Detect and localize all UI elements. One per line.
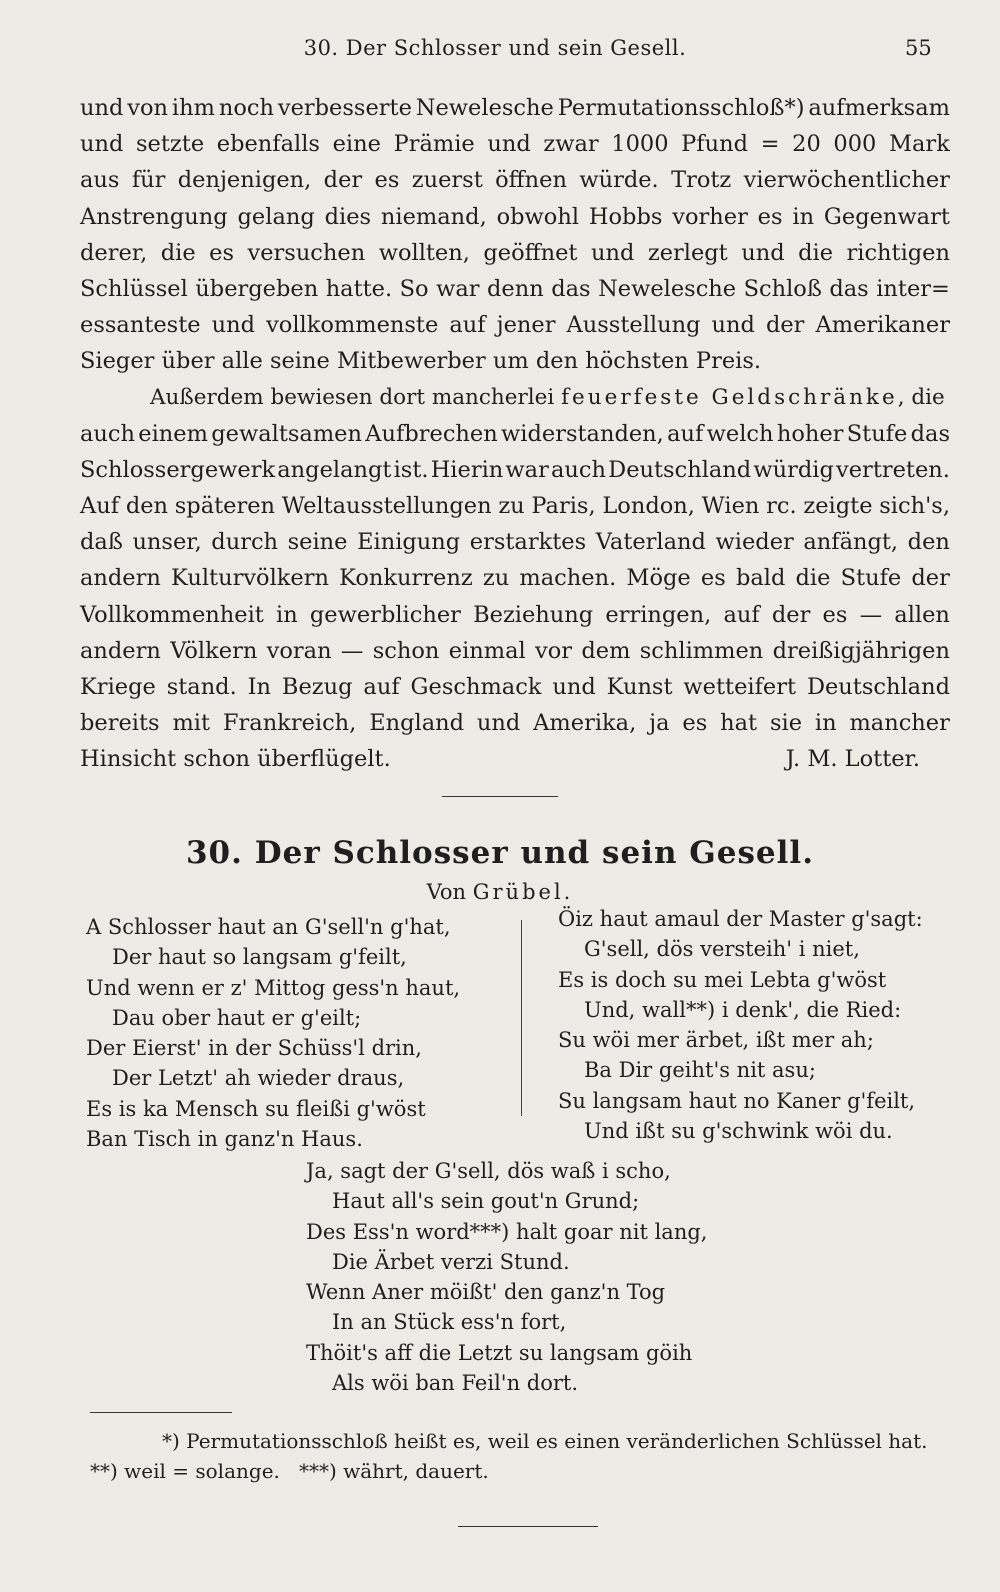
word: vertreten. <box>836 456 950 483</box>
word: Einigung <box>357 529 461 556</box>
word: es <box>209 239 234 266</box>
prose-line <box>80 741 950 777</box>
verse-line: Und wenn er z' Mittog gess'n haut, <box>86 975 461 1000</box>
word: Permutationsschloß*) <box>557 95 805 121</box>
word: und <box>80 95 124 121</box>
word: auf <box>449 312 486 339</box>
word: auch <box>551 456 607 483</box>
word: machen. <box>519 565 617 592</box>
verse-line: Öiz haut amaul der Master g'sagt: <box>558 907 923 931</box>
word: Stufe <box>840 565 902 592</box>
word: und <box>80 131 124 158</box>
word: der <box>771 601 811 628</box>
verse-line: Ban Tisch in ganz'n Haus. <box>86 1127 363 1152</box>
word: und <box>741 239 785 266</box>
word: allen <box>894 601 950 628</box>
word: Vollkommenheit <box>80 601 264 628</box>
word: vorher <box>672 203 748 230</box>
verse-line: Der Eierst' in der Schüss'l drin, <box>86 1036 422 1061</box>
emphasized-text: feuerfeste Geldschränke <box>561 384 898 410</box>
word: bereits <box>80 710 160 737</box>
prose-text <box>80 90 950 778</box>
word: 1000 <box>611 131 669 158</box>
word: zerlegt <box>647 239 728 266</box>
prose-text-run: Außerdem bewiesen dort mancherlei <box>150 384 555 410</box>
word: es <box>700 565 726 592</box>
word: Weltausstellungen <box>281 493 492 520</box>
word: und <box>476 710 521 737</box>
word: dreißigjährigen <box>772 637 950 664</box>
word: und <box>590 239 635 266</box>
word: der <box>911 565 950 592</box>
word: es <box>822 601 848 628</box>
word: es <box>374 167 400 194</box>
word: So <box>399 275 429 302</box>
section-divider <box>442 796 558 797</box>
word: auch <box>80 420 135 447</box>
word: hatte. <box>325 275 393 302</box>
word: zuerst <box>411 167 483 194</box>
prose-line <box>80 271 950 307</box>
word: und <box>211 312 256 339</box>
word: Wien <box>701 493 760 520</box>
poem-author: Grübel. <box>472 880 574 904</box>
word: die <box>795 565 831 592</box>
word: für <box>131 167 166 194</box>
word: obwohl <box>496 203 580 230</box>
word: bald <box>735 565 786 592</box>
prose-line <box>80 307 950 343</box>
word: dies <box>324 203 372 230</box>
verse-line: Haut all's sein gout'n Grund; <box>332 1189 640 1214</box>
word: in <box>814 710 837 737</box>
word: späteren <box>174 493 276 520</box>
word: dem <box>581 637 631 664</box>
word: stand. <box>166 674 237 700</box>
verse-line: Es is ka Mensch su fleißi g'wöst <box>86 1096 426 1121</box>
word: seine <box>287 529 348 556</box>
word: sie <box>769 710 803 737</box>
word: = <box>760 131 780 158</box>
word: versuchen <box>247 239 366 266</box>
verse-line: Und, wall**) i denk', die Ried: <box>584 997 902 1022</box>
word: sich's, <box>879 493 950 520</box>
word: Völkern <box>170 637 258 664</box>
poem-byline <box>0 880 1000 904</box>
word: Aufbrechen <box>365 420 498 447</box>
verse-line: Dau ober haut er g'eilt; <box>112 1005 362 1030</box>
word: Schlossergewerk <box>80 456 276 483</box>
word: die <box>798 239 834 266</box>
word: verbesserte <box>277 95 412 121</box>
poem-title: 30. Der Schlosser und sein Gesell. <box>185 835 814 871</box>
word: wieder <box>715 529 794 556</box>
word: Amerika, <box>533 710 637 737</box>
word: das <box>910 420 950 447</box>
word: ist. <box>393 456 429 483</box>
prose-text-run: Hinsicht schon überflügelt. <box>80 746 391 773</box>
verse-line: Ja, sagt der G'sell, dös waß i scho, <box>306 1159 671 1183</box>
running-head <box>0 36 1000 66</box>
word: Beziehung <box>473 601 594 628</box>
verse-line: Ba Dir geiht's nit asu; <box>584 1058 816 1083</box>
verse-line: Und ißt su g'schwink wöi du. <box>584 1119 893 1144</box>
word: Anstrengung <box>80 203 228 230</box>
word: hat <box>720 710 758 737</box>
word: Trotz <box>671 167 732 194</box>
footnote: *) Permutationsschloß heißt es, weil es einen veränderlichen Schlüssel hat. <box>162 1429 928 1453</box>
prose-text-run: , die <box>897 384 945 410</box>
verse-line: Es is doch su mei Lebta g'wöst <box>558 967 887 992</box>
word: gelang <box>237 203 315 230</box>
end-rule <box>458 1526 598 1527</box>
word: Deutschland <box>608 456 752 483</box>
word: übergeben <box>195 275 319 302</box>
word: rc. <box>766 493 797 520</box>
word: in <box>276 601 298 628</box>
word: es <box>682 710 708 737</box>
word: inter= <box>876 275 950 302</box>
word: Schlüssel <box>80 275 188 302</box>
word: jener <box>496 312 556 339</box>
word: Deutschland <box>806 674 950 700</box>
word: andern <box>80 637 161 664</box>
word: in <box>792 203 815 230</box>
prose-line <box>80 199 950 235</box>
word: angelangt <box>277 456 392 483</box>
poem-stanza-right <box>558 904 923 1146</box>
word: 000 <box>833 131 877 158</box>
word: Vaterland <box>595 529 706 556</box>
prose-line <box>80 452 950 488</box>
word: zu <box>482 565 510 592</box>
word: Konkurrenz <box>339 565 473 592</box>
word: Pfund <box>681 131 749 158</box>
word: geöffnet <box>483 239 578 266</box>
word: 20 <box>792 131 821 158</box>
word: Hierin <box>430 456 504 483</box>
word: mancher <box>849 710 950 737</box>
word: ebenfalls <box>216 131 320 158</box>
word: erringen, <box>605 601 712 628</box>
verse-line: A Schlosser haut an G'sell'n g'hat, <box>86 915 451 939</box>
page-number: 55 <box>905 36 932 60</box>
word: das <box>551 275 591 302</box>
prose-line <box>80 488 950 524</box>
footnote-separator <box>90 1412 232 1413</box>
word: Kriege <box>80 674 156 700</box>
word: Ausstellung <box>566 312 701 339</box>
word: gewaltsamen <box>211 420 362 447</box>
word: denn <box>487 275 544 302</box>
word: Auf <box>80 493 120 520</box>
word: würdig <box>753 456 834 483</box>
verse-line: G'sell, dös versteih' i niet, <box>584 937 860 962</box>
prose-line <box>80 597 950 633</box>
word: anfängt, <box>803 529 899 556</box>
verse-line: Wenn Aner möißt' den ganz'n Tog <box>306 1280 666 1305</box>
word: Newelesche <box>415 95 554 121</box>
word: noch <box>218 95 274 121</box>
word: Gegenwart <box>823 203 950 230</box>
prose-line <box>80 90 950 126</box>
word: gewerblicher <box>309 601 461 628</box>
prose-line <box>80 524 950 560</box>
word: Stufe <box>846 420 908 447</box>
word: Mark <box>888 131 950 158</box>
prose-line-indented <box>80 380 950 416</box>
byline-prefix: Von <box>426 880 467 904</box>
word: vollkommenste <box>266 312 439 339</box>
word: von <box>127 95 169 121</box>
word: aufmerksam <box>808 95 950 121</box>
word: ihm <box>171 95 215 121</box>
running-title: 30. Der Schlosser und sein Gesell. <box>303 36 687 60</box>
word: zwar <box>543 131 599 158</box>
word: hoher <box>776 420 844 447</box>
word: auf <box>723 601 760 628</box>
word: einem <box>138 420 208 447</box>
word: voran <box>266 637 332 664</box>
word: erstarktes <box>469 529 587 556</box>
word: die <box>160 239 196 266</box>
prose-line <box>80 235 950 271</box>
word: Kunst <box>606 674 673 700</box>
verse-line: Als wöi ban Feil'n dort. <box>332 1371 579 1396</box>
word: Möge <box>626 565 691 592</box>
word: durch <box>211 529 279 556</box>
word: unser, <box>132 529 202 556</box>
word: Geschmack <box>410 674 542 700</box>
word: niemand, <box>380 203 487 230</box>
word: und <box>487 131 531 158</box>
prose-line <box>80 705 950 741</box>
word: öffnen <box>495 167 567 194</box>
word: war <box>436 275 480 302</box>
word: Bezug <box>281 674 353 700</box>
column-divider <box>521 920 522 1116</box>
prose-line <box>80 162 950 198</box>
poem-stanza-left <box>86 912 460 1154</box>
word: denjenigen, <box>177 167 312 194</box>
word: derer, <box>80 239 148 266</box>
word: wetteifert <box>683 674 797 700</box>
word: schlimmen <box>639 637 764 664</box>
word: richtigen <box>846 239 950 266</box>
word: Hobbs <box>588 203 663 230</box>
footnotes <box>90 1426 960 1486</box>
word: das <box>829 275 869 302</box>
word: aus <box>80 167 120 194</box>
word: den <box>907 529 950 556</box>
prose-line: Sieger über alle seine Mitbewerber um den höchsten Preis. <box>80 348 762 375</box>
word: eine <box>332 131 381 158</box>
word: daß <box>80 529 123 556</box>
verse-line: Die Ärbet verzi Stund. <box>332 1249 570 1274</box>
footnote: **) weil = solange. ***) währt, dauert. <box>90 1459 489 1483</box>
word: Kulturvölkern <box>171 565 329 592</box>
word: Amerikaner <box>815 312 950 339</box>
word: widerstanden, <box>501 420 664 447</box>
word: schon <box>372 637 440 664</box>
word: Schloß <box>743 275 822 302</box>
prose-line <box>80 416 950 452</box>
word: und <box>711 312 755 339</box>
word: auf <box>667 420 704 447</box>
word: Prämie <box>393 131 475 158</box>
verse-line: Su wöi mer ärbet, ißt mer ah; <box>558 1028 874 1053</box>
word: war <box>505 456 549 483</box>
word: zeigte <box>803 493 873 520</box>
word: auf <box>363 674 400 700</box>
word: essanteste <box>80 312 201 339</box>
word: — <box>340 637 364 664</box>
word: den <box>125 493 169 520</box>
prose-line <box>80 560 950 596</box>
word: vor <box>535 637 573 664</box>
author-signature: J. M. Lotter. <box>785 746 920 773</box>
word: London, <box>602 493 695 520</box>
word: Frankreich, <box>222 710 357 737</box>
verse-line: Der Letzt' ah wieder draus, <box>112 1066 405 1091</box>
prose-line <box>80 633 950 669</box>
prose-line <box>80 126 950 162</box>
word: und <box>552 674 596 700</box>
word: mit <box>172 710 211 737</box>
word: — <box>859 601 883 628</box>
word: der <box>765 312 805 339</box>
word: In <box>247 674 272 700</box>
word: würde. <box>579 167 659 194</box>
word: zu <box>498 493 525 520</box>
verse-line: Des Ess'n word***) halt goar nit lang, <box>306 1219 708 1244</box>
word: einmal <box>448 637 526 664</box>
word: es <box>757 203 783 230</box>
verse-line: Thöit's aff die Letzt su langsam göih <box>306 1340 693 1365</box>
verse-line: Der haut so langsam g'feilt, <box>112 945 407 970</box>
word: Newelesche <box>598 275 737 302</box>
prose-line <box>80 669 950 705</box>
word: setzte <box>136 131 205 158</box>
verse-line: In an Stück ess'n fort, <box>332 1310 567 1335</box>
word: England <box>369 710 465 737</box>
word: andern <box>80 565 161 592</box>
word: vierwöchentlicher <box>743 167 950 194</box>
word: Paris, <box>531 493 596 520</box>
word: ja <box>649 710 670 737</box>
poem-stanza-final <box>306 1156 707 1398</box>
word: welch <box>706 420 774 447</box>
word: wollten, <box>378 239 470 266</box>
word: der <box>323 167 363 194</box>
verse-line: Su langsam haut no Kaner g'feilt, <box>558 1088 916 1113</box>
